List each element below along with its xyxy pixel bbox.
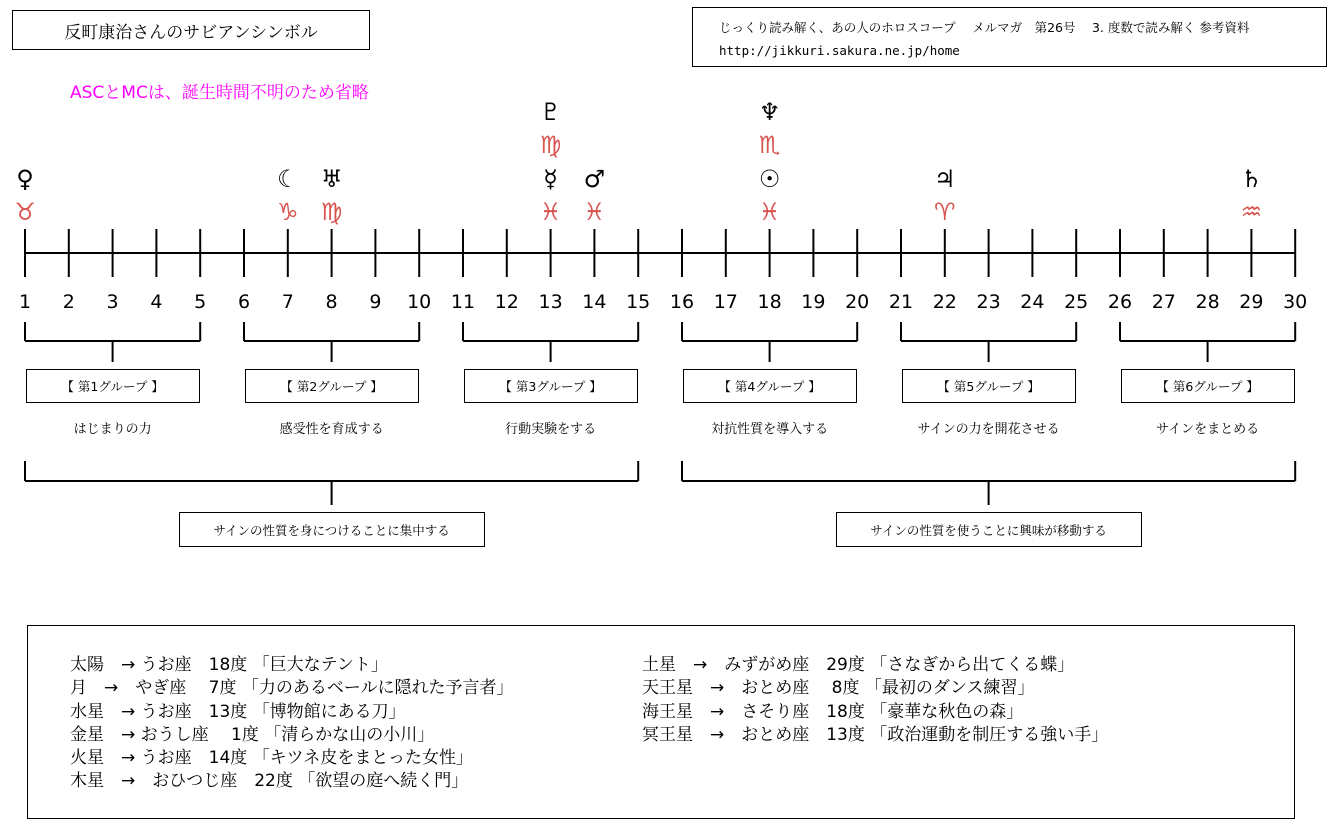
- degree-label: 8: [325, 291, 338, 313]
- group-2-box: 【 第2グループ 】: [245, 369, 419, 403]
- degree-label: 27: [1151, 291, 1176, 313]
- symbol-item-jupiter: 木星 → おひつじ座 22度 「欲望の庭へ続く門」: [70, 771, 469, 792]
- group-6-description: サインをまとめる: [1156, 422, 1260, 437]
- first-half-label: サインの性質を身につけることに集中する: [213, 522, 450, 538]
- moon-sign-icon: ♑: [277, 198, 299, 226]
- first-half-box: [179, 512, 485, 547]
- degree-label: 5: [194, 291, 207, 313]
- sabian-symbol-list: [27, 625, 1295, 819]
- degree-label: 29: [1239, 291, 1264, 313]
- degree-label: 20: [845, 291, 870, 313]
- degree-label: 18: [757, 291, 782, 313]
- degree-label: 28: [1195, 291, 1220, 313]
- degree-label: 16: [669, 291, 695, 313]
- degree-label: 7: [281, 291, 294, 313]
- degree-label: 22: [932, 291, 957, 313]
- symbol-item-moon: 月 → やぎ座 7度 「力のあるベールに隠れた予言者」: [70, 678, 514, 699]
- degree-label: 13: [538, 291, 563, 313]
- group-6-box: 【 第6グループ 】: [1121, 369, 1295, 403]
- degree-label: 9: [369, 291, 382, 313]
- degree-label: 11: [450, 291, 476, 313]
- degree-label: 15: [626, 291, 651, 313]
- neptune-sign-icon: ♏: [758, 131, 781, 159]
- degree-label: 19: [801, 291, 826, 313]
- second-half-box: [836, 512, 1142, 547]
- symbol-item-pluto: 冥王星 → おとめ座 13度 「政治運動を制圧する強い手」: [642, 724, 1109, 745]
- sun-sign-icon: ♓: [758, 198, 781, 226]
- degree-label: 3: [106, 291, 119, 313]
- group-3-description: 行動実験をする: [505, 422, 597, 437]
- degree-label: 25: [1064, 291, 1089, 313]
- symbol-list-left: [70, 654, 514, 794]
- group-5-description: サインの力を開花させる: [917, 422, 1060, 437]
- symbol-item-mars: 火星 → うお座 14度 「キツネ皮をまとった女性」: [70, 748, 474, 769]
- saturn-sign-icon: ♒: [1240, 198, 1263, 226]
- jupiter-sign-icon: ♈: [934, 198, 956, 226]
- venus-sign-icon: ♉: [14, 198, 36, 226]
- degree-label: 23: [976, 291, 1001, 313]
- group-1-description: はじまりの力: [73, 422, 152, 437]
- neptune-planet-icon: ♆: [758, 98, 781, 126]
- saturn-planet-icon: ♄: [1240, 165, 1263, 193]
- symbol-list-right: [642, 654, 1108, 747]
- mercury-sign-icon: ♓: [539, 198, 562, 226]
- uranus-sign-icon: ♍: [320, 198, 343, 226]
- group-5-box: 【 第5グループ 】: [902, 369, 1076, 403]
- degree-label: 12: [494, 291, 519, 313]
- symbol-item-neptune: 海王星 → さそり座 18度 「豪華な秋色の森」: [642, 701, 1024, 722]
- degree-label: 2: [62, 291, 75, 313]
- uranus-planet-icon: ♅: [320, 165, 343, 193]
- mercury-planet-icon: ☿: [543, 165, 558, 193]
- source-url[interactable]: http://jikkuri.sakura.ne.jp/home: [719, 43, 960, 58]
- sun-planet-icon: ☉: [758, 165, 781, 193]
- mars-planet-icon: ♂: [583, 165, 606, 193]
- degree-label: 4: [150, 291, 163, 313]
- venus-planet-icon: ♀: [16, 165, 34, 193]
- group-1-box: 【 第1グループ 】: [26, 369, 200, 403]
- degree-label: 10: [407, 291, 432, 313]
- degree-label: 21: [888, 291, 914, 313]
- group-4-description: 対抗性質を導入する: [711, 422, 829, 437]
- pluto-planet-icon: ♇: [539, 98, 562, 126]
- group-4-box: 【 第4グループ 】: [683, 369, 857, 403]
- asc-mc-note: ASCとMCは、誕生時間不明のため省略: [70, 83, 369, 103]
- symbol-item-sun: 太陽 → うお座 18度 「巨大なテント」: [70, 655, 388, 675]
- symbol-item-saturn: 土星 → みずがめ座 29度 「さなぎから出てくる蝶」: [642, 655, 1075, 675]
- degree-label: 30: [1283, 291, 1308, 313]
- degree-label: 24: [1020, 291, 1045, 313]
- mars-sign-icon: ♓: [583, 198, 606, 226]
- degree-label: 1: [18, 291, 32, 313]
- jupiter-planet-icon: ♃: [934, 165, 956, 193]
- symbol-item-uranus: 天王星 → おとめ座 8度 「最初のダンス練習」: [642, 678, 1035, 699]
- second-half-label: サインの性質を使うことに興味が移動する: [870, 522, 1107, 538]
- pluto-sign-icon: ♍: [539, 131, 562, 159]
- degree-label: 26: [1107, 291, 1133, 313]
- page-title-text: 反町康治さんのサビアンシンボル: [64, 22, 318, 43]
- symbol-item-mercury: 水星 → うお座 13度 「博物館にある刀」: [70, 701, 406, 722]
- source-line: じっくり読み解く、あの人のホロスコープ メルマガ 第26号 3. 度数で読み解く 参考資料: [719, 20, 1250, 35]
- degree-label: 17: [713, 291, 738, 313]
- group-3-box: 【 第3グループ 】: [464, 369, 638, 403]
- group-2-description: 感受性を育成する: [279, 422, 384, 437]
- degree-label: 14: [582, 291, 607, 313]
- symbol-item-venus: 金星 → おうし座 1度 「清らかな山の小川」: [70, 724, 435, 745]
- degree-label: 6: [237, 291, 251, 313]
- moon-planet-icon: ☾: [277, 165, 299, 193]
